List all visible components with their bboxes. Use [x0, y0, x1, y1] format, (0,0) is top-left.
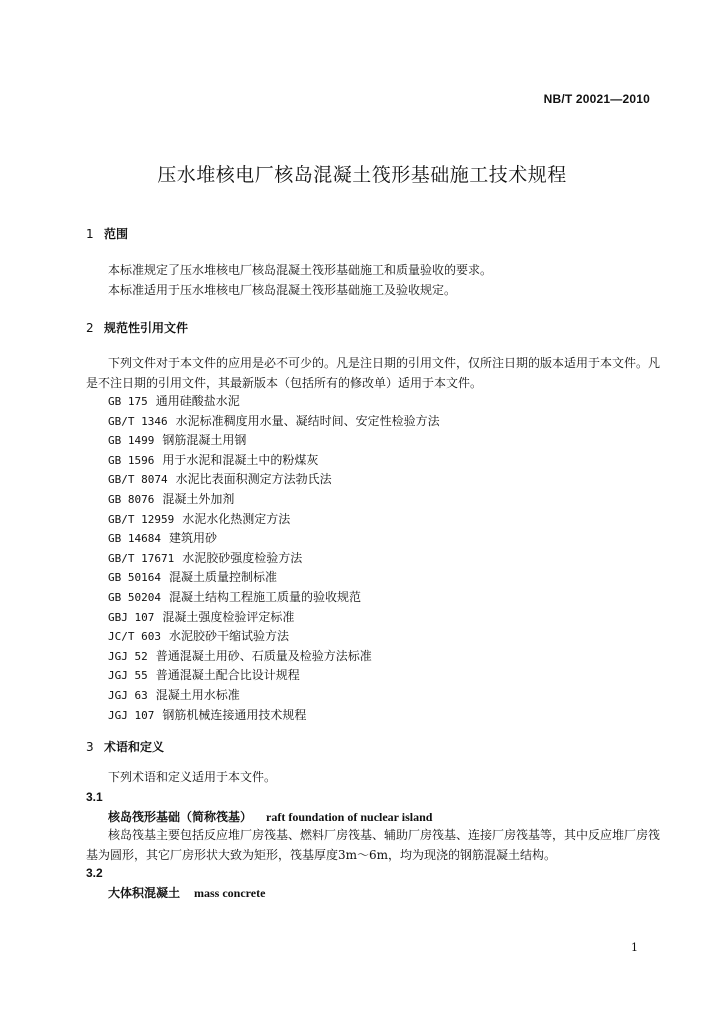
list-item	[108, 510, 440, 530]
term-3-2-cn: 大体积混凝土	[108, 886, 181, 900]
list-item	[108, 549, 440, 569]
reference-code: GB 1499	[108, 434, 155, 448]
reference-code: GB 50204	[108, 590, 161, 604]
list-item	[108, 392, 440, 412]
reference-name: 通用硅酸盐水泥	[155, 394, 240, 408]
list-item	[108, 412, 440, 432]
standard-number: NB/T 20021—2010	[543, 92, 650, 106]
reference-name: 钢筋机械连接通用技术规程	[162, 707, 307, 722]
list-item	[108, 666, 440, 686]
reference-code: GB/T 8074	[108, 473, 168, 487]
reference-name: 混凝土质量控制标准	[168, 570, 277, 585]
term-3-2-en: mass concrete	[194, 886, 266, 900]
section-1-heading	[86, 225, 128, 242]
document-title: 压水堆核电厂核岛混凝土筏形基础施工技术规程	[157, 164, 567, 186]
list-item	[108, 686, 440, 706]
reference-name: 混凝土结构工程施工质量的验收规范	[168, 589, 361, 604]
term-3-1-definition: 核岛筏基主要包括反应堆厂房筏基、燃料厂房筏基、辅助厂房筏基、连接厂房筏基等，其中反应堆厂房筏基为圆形，其它厂房形状大致为矩形，筏基厚度3m～6m，均为现浇的钢筋混凝土结构。	[86, 828, 661, 862]
term-3-1	[108, 808, 432, 825]
reference-code: GB/T 12959	[108, 512, 175, 526]
reference-name: 水泥标准稠度用水量、凝结时间、安定性检验方法	[175, 413, 440, 428]
list-item	[108, 647, 440, 667]
reference-code: JGJ 63	[108, 688, 148, 702]
reference-name: 混凝土外加剂	[162, 491, 235, 506]
reference-code: JGJ 52	[108, 649, 148, 663]
section-3-intro: 下列术语和定义适用于本文件。	[108, 770, 277, 784]
reference-code: GB 175	[108, 395, 148, 408]
reference-code: JC/T 603	[108, 630, 161, 644]
clause-3-2-number: 3.2	[86, 866, 103, 880]
section-1-title: 范围	[104, 227, 129, 241]
section-1-paragraph-1: 本标准规定了压水堆核电厂核岛混凝土筏形基础施工和质量验收的要求。	[108, 263, 493, 277]
section-3-heading	[86, 738, 164, 755]
section-3-number: 3	[86, 740, 94, 754]
term-3-2	[108, 884, 265, 901]
reference-name: 普通混凝土配合比设计规程	[155, 668, 300, 683]
list-item	[108, 490, 440, 510]
reference-code: GB/T 1346	[108, 414, 168, 428]
list-item	[108, 706, 440, 726]
section-1-number: 1	[86, 227, 94, 241]
reference-name: 水泥水化热测定方法	[182, 511, 291, 526]
reference-code: GB 1596	[108, 453, 155, 467]
section-3-title: 术语和定义	[104, 740, 165, 754]
reference-name: 水泥胶砂强度检验方法	[182, 550, 303, 565]
reference-name: 用于水泥和混凝土中的粉煤灰	[162, 452, 319, 467]
reference-name: 水泥胶砂干缩试验方法	[168, 629, 289, 644]
list-item	[108, 451, 440, 471]
page-number: 1	[631, 941, 638, 954]
reference-name: 混凝土强度检验评定标准	[162, 609, 295, 624]
clause-3-1-number: 3.1	[86, 790, 103, 804]
term-3-1-en: raft foundation of nuclear island	[266, 810, 433, 824]
reference-name: 建筑用砂	[168, 531, 217, 546]
reference-code: GB 50164	[108, 571, 161, 585]
section-2-intro: 下列文件对于本文件的应用是必不可少的。凡是注日期的引用文件，仅所注日期的版本适用于本文件。凡是不注日期的引用文件，其最新版本（包括所有的修改单）适用于本文件。	[86, 356, 661, 390]
reference-name: 普通混凝土用砂、石质量及检验方法标准	[155, 648, 372, 663]
reference-code: JGJ 55	[108, 669, 148, 683]
list-item	[108, 568, 440, 588]
term-3-1-cn: 核岛筏形基础（简称筏基）	[108, 810, 253, 824]
list-item	[108, 431, 440, 451]
reference-code: JGJ 107	[108, 708, 155, 722]
section-2-title: 规范性引用文件	[104, 321, 189, 335]
list-item	[108, 608, 440, 628]
section-2-heading	[86, 319, 188, 336]
list-item	[108, 588, 440, 608]
reference-list	[108, 392, 440, 725]
list-item	[108, 627, 440, 647]
reference-code: GB 8076	[108, 492, 155, 506]
reference-name: 水泥比表面积测定方法勃氏法	[175, 472, 332, 487]
list-item	[108, 470, 440, 490]
list-item	[108, 529, 440, 549]
reference-name: 混凝土用水标准	[155, 687, 240, 702]
reference-name: 钢筋混凝土用钢	[162, 433, 247, 448]
section-2-number: 2	[86, 321, 94, 335]
reference-code: GB 14684	[108, 532, 161, 546]
section-1-paragraph-2: 本标准适用于压水堆核电厂核岛混凝土筏形基础施工及验收规定。	[108, 283, 457, 297]
reference-code: GB/T 17671	[108, 551, 175, 565]
reference-code: GBJ 107	[108, 610, 155, 624]
